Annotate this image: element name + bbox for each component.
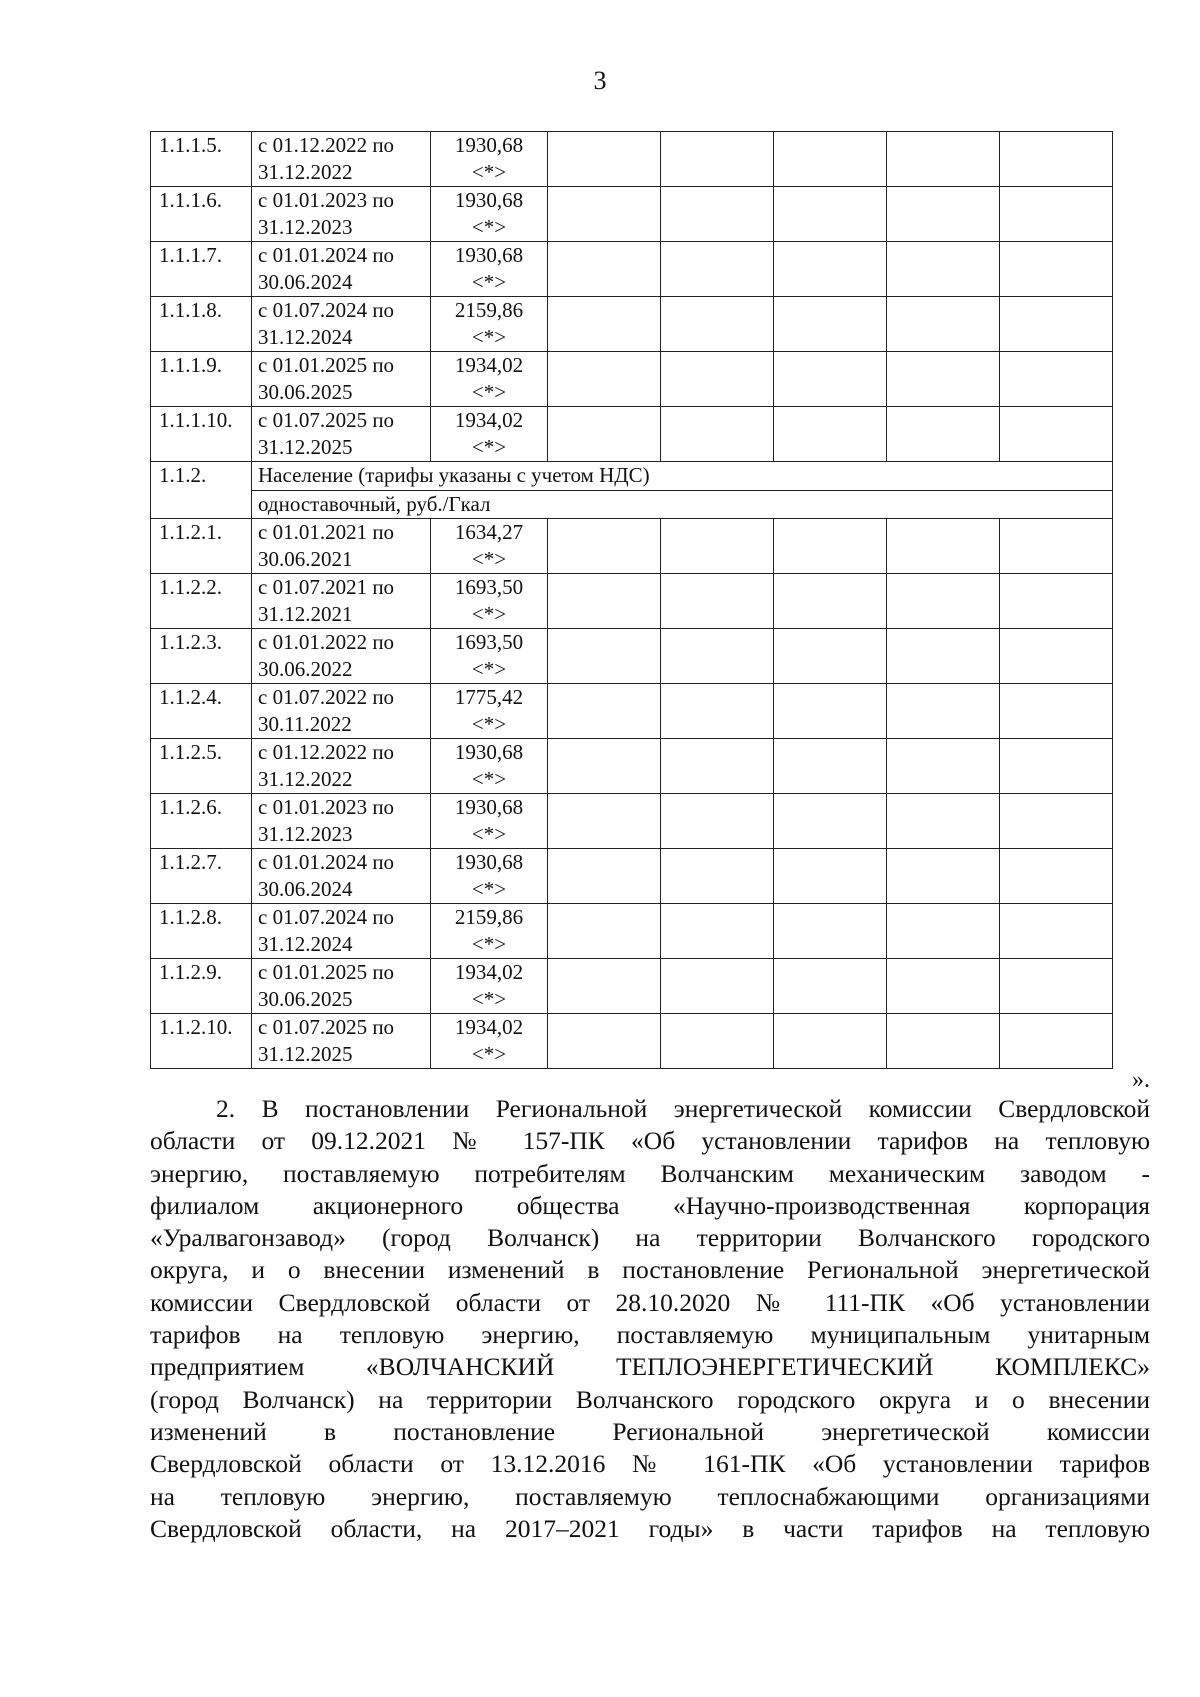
page-number: 3 [593, 66, 607, 95]
row-number-num: 1.1.2.7. [159, 850, 222, 874]
row-tariff-value [431, 407, 548, 462]
paragraph-line: области от 09.12.2021 № 157-ПК «Об установлении тарифов на тепловую [150, 1126, 1150, 1156]
empty-cell [1000, 519, 1113, 574]
empty-cell [774, 739, 887, 794]
row-tariff-value-value: 1775,42 [454, 685, 524, 709]
row-number [151, 132, 252, 187]
row-period-period-2: 30.06.2025 [258, 380, 353, 404]
empty-cell [1000, 187, 1113, 242]
row-period-period-1: с 01.07.2025 по [258, 408, 395, 432]
row-tariff-value-value: 1934,02 [454, 960, 524, 984]
row-period-period-1: с 01.07.2024 по [258, 905, 395, 929]
empty-cell [774, 904, 887, 959]
empty-cell [1000, 132, 1113, 187]
row-tariff-value-value: 2159,86 [454, 905, 524, 929]
row-period-period-2: 30.06.2024 [258, 877, 353, 901]
paragraph-line: 2. В постановлении Региональной энергетической комиссии Свердловской [216, 1094, 1150, 1123]
row-tariff-value [431, 629, 548, 684]
row-tariff-value-value: 1930,68 [454, 740, 524, 764]
paragraph-line: (город Волчанск) на территории Волчанского городского округа и о внесении [150, 1384, 1150, 1414]
row-number [151, 794, 252, 849]
empty-cell [887, 1014, 1000, 1069]
paragraph-line: предприятием «ВОЛЧАНСКИЙ ТЕПЛОЭНЕРГЕТИЧЕСКИЙ КОМПЛЕКС» [150, 1352, 1150, 1382]
row-tariff-value [431, 739, 548, 794]
row-tariff-value-value: 1934,02 [454, 408, 524, 432]
empty-cell [887, 629, 1000, 684]
empty-cell [548, 629, 661, 684]
paragraph-line: «Уралвагонзавод» (город Волчанск) на территории Волчанского городского [150, 1223, 1150, 1253]
empty-cell [661, 739, 774, 794]
empty-cell [548, 187, 661, 242]
row-period-period-2: 31.12.2025 [258, 1042, 353, 1066]
row-number [151, 849, 252, 904]
empty-cell [774, 297, 887, 352]
empty-cell [661, 629, 774, 684]
empty-cell [887, 574, 1000, 629]
row-tariff-value [431, 684, 548, 739]
row-period-period-1: с 01.01.2024 по [258, 243, 395, 267]
table-row [151, 519, 1113, 574]
row-tariff-value-note: <*> [471, 822, 507, 846]
row-period-period-1: с 01.12.2022 по [258, 740, 395, 764]
section-subtitle-row [151, 490, 1113, 519]
row-period-period-2: 31.12.2023 [258, 215, 353, 239]
empty-cell [548, 352, 661, 407]
empty-cell [661, 959, 774, 1014]
row-period [252, 629, 431, 684]
row-tariff-value [431, 574, 548, 629]
row-tariff-value-note: <*> [471, 1042, 507, 1066]
row-tariff-value-value: 1930,68 [454, 243, 524, 267]
table-row [151, 629, 1113, 684]
row-number-num: 1.1.2.8. [159, 905, 222, 929]
empty-cell [548, 1014, 661, 1069]
section-number: 1.1.2. [151, 462, 252, 519]
row-tariff-value [431, 794, 548, 849]
empty-cell [661, 187, 774, 242]
row-period-period-1: с 01.07.2021 по [258, 575, 395, 599]
empty-cell [1000, 297, 1113, 352]
row-period [252, 297, 431, 352]
empty-cell [548, 684, 661, 739]
row-period-period-1: с 01.07.2022 по [258, 685, 395, 709]
empty-cell [774, 849, 887, 904]
row-tariff-value [431, 242, 548, 297]
row-period-period-2: 31.12.2022 [258, 160, 353, 184]
tariff-section [151, 462, 1113, 519]
table-row [151, 1014, 1113, 1069]
row-tariff-value-value: 1693,50 [454, 575, 524, 599]
row-period [252, 849, 431, 904]
row-period-period-2: 31.12.2023 [258, 822, 353, 846]
row-period-period-1: с 01.01.2023 по [258, 188, 395, 212]
table-row [151, 739, 1113, 794]
empty-cell [548, 794, 661, 849]
row-number [151, 574, 252, 629]
empty-cell [548, 519, 661, 574]
empty-cell [774, 1014, 887, 1069]
row-tariff-value [431, 132, 548, 187]
table-row [151, 574, 1113, 629]
empty-cell [1000, 959, 1113, 1014]
paragraph-line: комиссии Свердловской области от 28.10.2020 № 111-ПК «Об установлении [150, 1287, 1150, 1317]
row-number [151, 187, 252, 242]
empty-cell [661, 849, 774, 904]
row-period-period-2: 31.12.2021 [258, 602, 353, 626]
empty-cell [661, 794, 774, 849]
table-row [151, 132, 1113, 187]
empty-cell [1000, 684, 1113, 739]
empty-cell [887, 739, 1000, 794]
paragraph-line: на тепловую энергию, поставляемую теплоснабжающими организациями [150, 1481, 1150, 1511]
row-number-num: 1.1.1.7. [159, 243, 222, 267]
empty-cell [1000, 904, 1113, 959]
table-row [151, 904, 1113, 959]
row-period-period-1: с 01.01.2025 по [258, 960, 395, 984]
row-tariff-value [431, 849, 548, 904]
row-number [151, 242, 252, 297]
empty-cell [661, 1014, 774, 1069]
paragraph-line: Свердловской области от 13.12.2016 № 161-ПК «Об установлении тарифов [150, 1449, 1150, 1479]
table-row [151, 407, 1113, 462]
row-period [252, 574, 431, 629]
row-number [151, 352, 252, 407]
row-period-period-2: 31.12.2025 [258, 435, 353, 459]
empty-cell [548, 574, 661, 629]
row-tariff-value-value: 2159,86 [454, 298, 524, 322]
row-period [252, 132, 431, 187]
row-number-num: 1.1.1.8. [159, 298, 222, 322]
row-period-period-1: с 01.01.2021 по [258, 520, 395, 544]
row-tariff-value-note: <*> [471, 987, 507, 1011]
empty-cell [774, 959, 887, 1014]
empty-cell [548, 242, 661, 297]
row-tariff-value-value: 1930,68 [454, 133, 524, 157]
empty-cell [548, 904, 661, 959]
row-tariff-value [431, 519, 548, 574]
row-tariff-value-note: <*> [471, 657, 507, 681]
empty-cell [661, 132, 774, 187]
empty-cell [887, 352, 1000, 407]
empty-cell [887, 187, 1000, 242]
empty-cell [774, 352, 887, 407]
row-number-num: 1.1.2.10. [159, 1015, 233, 1039]
empty-cell [1000, 739, 1113, 794]
row-tariff-value-value: 1930,68 [454, 795, 524, 819]
row-tariff-value-note: <*> [471, 602, 507, 626]
empty-cell [1000, 849, 1113, 904]
row-number [151, 519, 252, 574]
empty-cell [548, 407, 661, 462]
row-number-num: 1.1.2.1. [159, 520, 222, 544]
row-tariff-value-note: <*> [471, 767, 507, 791]
row-period [252, 1014, 431, 1069]
empty-cell [548, 297, 661, 352]
row-tariff-value-value: 1930,68 [454, 188, 524, 212]
row-period-period-2: 31.12.2024 [258, 932, 353, 956]
empty-cell [774, 242, 887, 297]
empty-cell [661, 242, 774, 297]
empty-cell [774, 684, 887, 739]
row-tariff-value-note: <*> [471, 215, 507, 239]
empty-cell [774, 187, 887, 242]
row-tariff-value-value: 1693,50 [454, 630, 524, 654]
empty-cell [1000, 1014, 1113, 1069]
row-number-num: 1.1.2.2. [159, 575, 222, 599]
row-period [252, 794, 431, 849]
row-number-num: 1.1.2.4. [159, 685, 222, 709]
row-period [252, 684, 431, 739]
paragraph-line: изменений в постановление Региональной энергетической комиссии [150, 1416, 1150, 1446]
row-period [252, 739, 431, 794]
empty-cell [887, 297, 1000, 352]
row-number-num: 1.1.2.9. [159, 960, 222, 984]
row-number [151, 297, 252, 352]
paragraph-line: тарифов на тепловую энергию, поставляемую муниципальным унитарным [150, 1320, 1150, 1350]
row-period [252, 959, 431, 1014]
row-period-period-1: с 01.07.2024 по [258, 298, 395, 322]
row-period-period-2: 30.06.2021 [258, 547, 353, 571]
row-tariff-value-note: <*> [471, 325, 507, 349]
row-tariff-value-note: <*> [471, 270, 507, 294]
row-tariff-value [431, 352, 548, 407]
empty-cell [661, 352, 774, 407]
table-row [151, 959, 1113, 1014]
paragraph-line: филиалом акционерного общества «Научно-производственная корпорация [150, 1190, 1150, 1220]
row-number [151, 684, 252, 739]
table-row [151, 297, 1113, 352]
paragraph-line: энергию, поставляемую потребителям Волчанским механическим заводом - [150, 1158, 1150, 1188]
row-number-num: 1.1.1.9. [159, 353, 222, 377]
empty-cell [887, 519, 1000, 574]
row-number-num: 1.1.1.10. [159, 408, 233, 432]
empty-cell [774, 407, 887, 462]
row-tariff-value-value: 1634,27 [454, 520, 524, 544]
row-period [252, 519, 431, 574]
row-number [151, 959, 252, 1014]
row-period-period-1: с 01.01.2022 по [258, 630, 395, 654]
empty-cell [548, 849, 661, 904]
empty-cell [887, 849, 1000, 904]
row-period [252, 242, 431, 297]
empty-cell [887, 959, 1000, 1014]
row-number [151, 1014, 252, 1069]
row-tariff-value [431, 1014, 548, 1069]
table-row [151, 352, 1113, 407]
row-period-period-2: 30.11.2022 [258, 712, 352, 736]
row-period [252, 187, 431, 242]
empty-cell [774, 629, 887, 684]
row-period-period-2: 31.12.2024 [258, 325, 353, 349]
empty-cell [887, 242, 1000, 297]
row-period-period-1: с 01.01.2024 по [258, 850, 395, 874]
empty-cell [1000, 574, 1113, 629]
row-number-num: 1.1.2.5. [159, 740, 222, 764]
row-number-num: 1.1.1.5. [159, 133, 222, 157]
empty-cell [1000, 242, 1113, 297]
table-row [151, 849, 1113, 904]
row-period-period-1: с 01.07.2025 по [258, 1015, 395, 1039]
row-number-num: 1.1.2.6. [159, 795, 222, 819]
empty-cell [661, 407, 774, 462]
row-tariff-value [431, 187, 548, 242]
paragraph-line: Свердловской области, на 2017–2021 годы» в части тарифов на тепловую [150, 1513, 1150, 1543]
table-row [151, 187, 1113, 242]
amendment-paragraph [150, 1093, 1150, 1545]
row-number [151, 629, 252, 684]
empty-cell [887, 904, 1000, 959]
row-period [252, 352, 431, 407]
row-period-period-2: 31.12.2022 [258, 767, 353, 791]
table-row [151, 242, 1113, 297]
empty-cell [661, 574, 774, 629]
empty-cell [661, 684, 774, 739]
empty-cell [548, 132, 661, 187]
row-period [252, 904, 431, 959]
section-subtitle: одноставочный, руб./Гкал [252, 490, 1113, 519]
table-row [151, 684, 1113, 739]
section-title-row [151, 462, 1113, 491]
row-tariff-value-value: 1934,02 [454, 353, 524, 377]
row-number-num: 1.1.1.6. [159, 188, 222, 212]
row-tariff-value-value: 1934,02 [454, 1015, 524, 1039]
row-tariff-value [431, 904, 548, 959]
row-tariff-value [431, 297, 548, 352]
empty-cell [1000, 352, 1113, 407]
empty-cell [887, 684, 1000, 739]
row-period-period-2: 30.06.2025 [258, 987, 353, 1011]
empty-cell [548, 959, 661, 1014]
tariff-table [150, 131, 1113, 1069]
empty-cell [661, 519, 774, 574]
row-period-period-2: 30.06.2022 [258, 657, 353, 681]
table-row [151, 794, 1113, 849]
row-period-period-1: с 01.12.2022 по [258, 133, 395, 157]
empty-cell [887, 407, 1000, 462]
row-number-num: 1.1.2.3. [159, 630, 222, 654]
row-period-period-1: с 01.01.2023 по [258, 795, 395, 819]
empty-cell [1000, 407, 1113, 462]
row-tariff-value-note: <*> [471, 877, 507, 901]
empty-cell [548, 739, 661, 794]
empty-cell [774, 794, 887, 849]
empty-cell [1000, 794, 1113, 849]
empty-cell [661, 904, 774, 959]
empty-cell [774, 132, 887, 187]
tariff-table-body-after [151, 519, 1113, 1069]
row-tariff-value-note: <*> [471, 712, 507, 736]
empty-cell [774, 519, 887, 574]
row-period-period-2: 30.06.2024 [258, 270, 353, 294]
row-tariff-value-note: <*> [471, 932, 507, 956]
row-number [151, 904, 252, 959]
row-tariff-value-note: <*> [471, 160, 507, 184]
closing-quote: ». [1132, 1067, 1150, 1093]
section-title: Население (тарифы указаны с учетом НДС) [252, 462, 1113, 491]
row-tariff-value-value: 1930,68 [454, 850, 524, 874]
row-number [151, 407, 252, 462]
row-tariff-value-note: <*> [471, 435, 507, 459]
row-tariff-value-note: <*> [471, 547, 507, 571]
empty-cell [887, 794, 1000, 849]
row-tariff-value [431, 959, 548, 1014]
empty-cell [887, 132, 1000, 187]
empty-cell [1000, 629, 1113, 684]
tariff-table-body-before [151, 132, 1113, 462]
row-period [252, 407, 431, 462]
row-tariff-value-note: <*> [471, 380, 507, 404]
row-number [151, 739, 252, 794]
empty-cell [661, 297, 774, 352]
row-period-period-1: с 01.01.2025 по [258, 353, 395, 377]
paragraph-line: округа, и о внесении изменений в постановление Региональной энергетической [150, 1255, 1150, 1285]
empty-cell [774, 574, 887, 629]
